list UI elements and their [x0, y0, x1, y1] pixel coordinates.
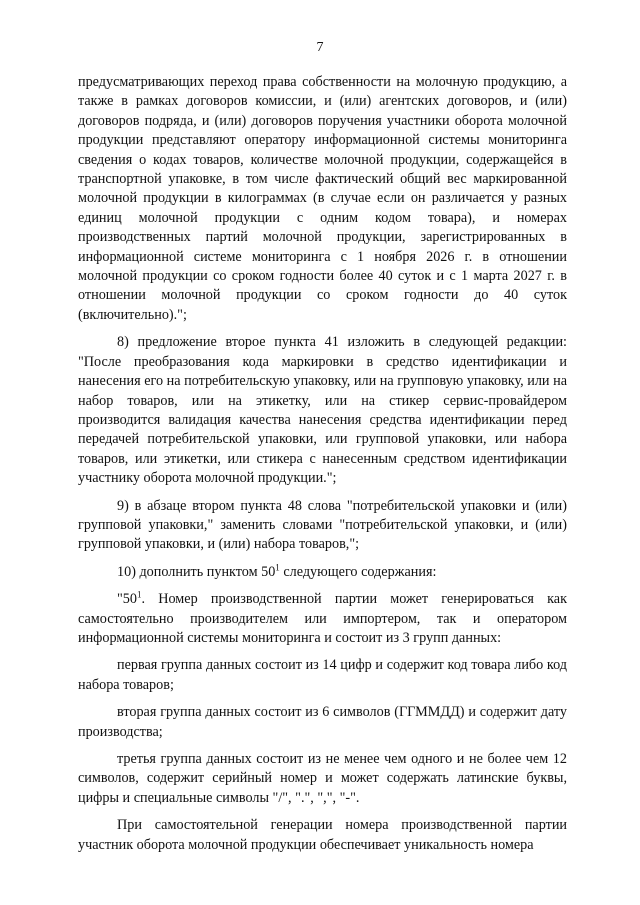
paragraph-group-3: третья группа данных состоит из не менее чем одного и не более чем 12 символов, содержит серийный номер и может содержать латинские буквы, цифры и специальные символы "/", ".", ",", "-".: [78, 751, 567, 806]
paragraph-item-10: [78, 563, 567, 582]
paragraph-self-generation: При самостоятельной генерации номера производственной партии участник оборота молочной продукции обеспечивает уникальность номера: [78, 817, 567, 853]
paragraph-group-2: вторая группа данных состоит из 6 символов (ГГММДД) и содержит дату производства;: [78, 704, 567, 740]
paragraph-continuation: предусматривающих переход права собственности на молочную продукцию, а также в рамках договоров комиссии, и (или) агентских договоров, и (или) договоров подряда, и (или) договоров поручения участники оборота молочной продукции представляют оператору информационной системы мониторинга сведения о кодах товаров, количестве молочной продукции, содержащейся в транспортной упаковке, в том числе фактический общий вес маркированной молочной продукции в килограммах (в случае если он различается у разных единиц молочной продукции с одним кодом товара), и номерах производственных партий молочной продукции, зарегистрированных в информационной системе мониторинга с 1 ноября 2026 г. в отношении молочной продукции со сроком годности более 40 суток и с 1 марта 2027 г. в отношении молочной продукции со сроком годности до 40 суток (включительно).";: [78, 74, 567, 323]
paragraph-item-10-text: 10) дополнить пунктом 50: [117, 563, 276, 580]
paragraph-point-50-1: [78, 590, 567, 648]
paragraph-group-1: первая группа данных состоит из 14 цифр и содержит код товара либо код набора товаров;: [78, 657, 567, 693]
superscript-marker: 1: [275, 562, 280, 573]
paragraph-item-9: 9) в абзаце втором пункта 48 слова "потребительской упаковки и (или) групповой упаковки," заменить словами "потребительской упаковки, и (или) групповой упаковки, и (или) набора товаров,";: [78, 497, 567, 553]
point-text: . Номер производственной партии может генерироваться как самостоятельно производителем или импортером, так и оператором информационной системы мониторинга и состоит из 3 групп данных:: [78, 591, 567, 646]
point-number: "50: [117, 591, 137, 608]
page-number: 7: [316, 40, 324, 55]
paragraph-item-8: 8) предложение второе пункта 41 изложить в следующей редакции: "После преобразования кода маркировки в средство идентификации и нанесения его на потребительскую упаковку, или на групповую упаковку, или на набор товаров, или на этикетку, или на стикер сервис-провайдером производится валидация качества нанесения средства идентификации перед передачей потребительской упаковки, или групповой упаковки, или набора товаров, или этикетки, или стикера с нанесенным средством идентификации участнику оборота молочной продукции.";: [78, 334, 567, 487]
document-body: [78, 73, 567, 855]
paragraph-item-10-tail: следующего содержания:: [279, 563, 437, 580]
superscript-marker: 1: [136, 589, 142, 600]
